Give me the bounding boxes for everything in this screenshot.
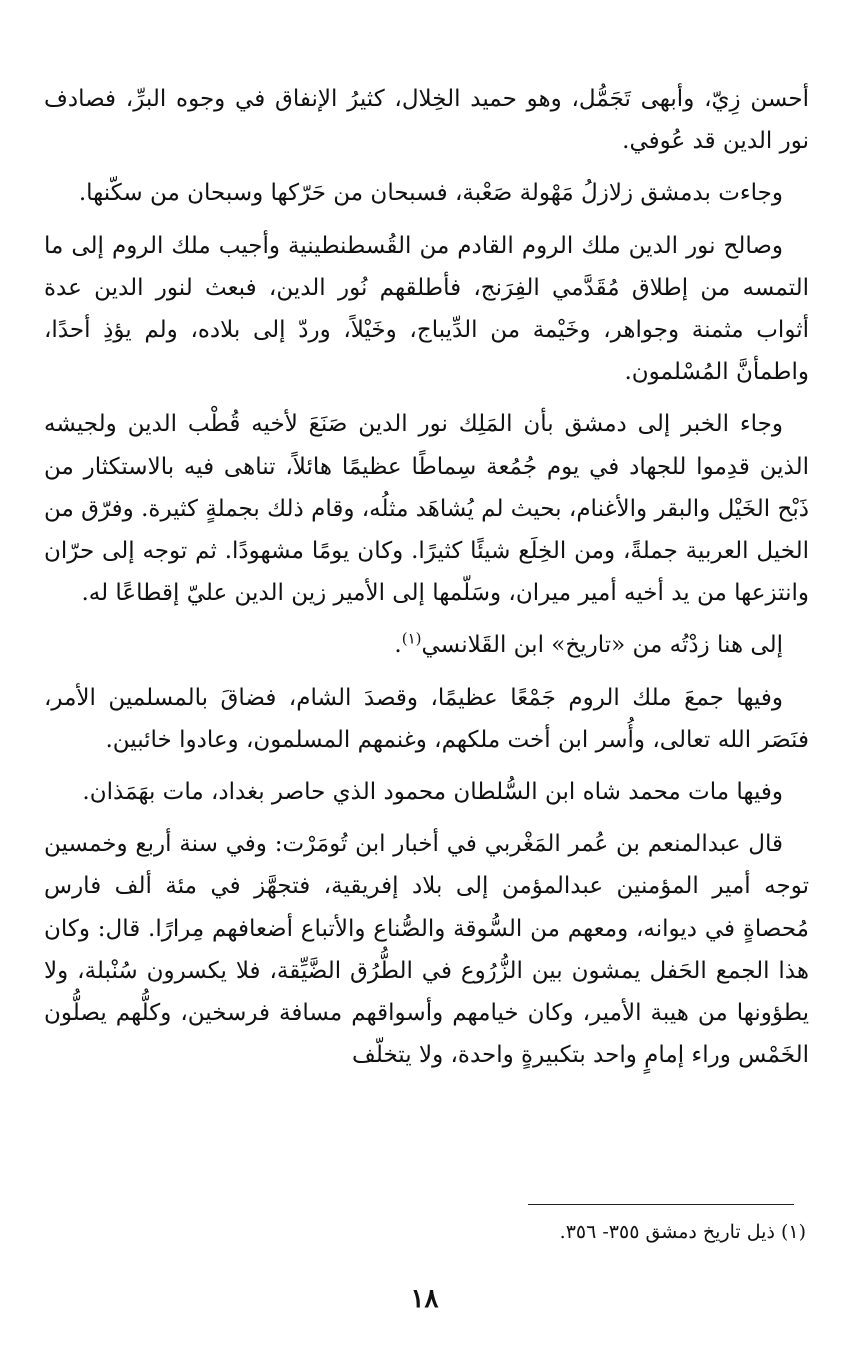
footnote: (١) ذيل تاريخ دمشق ٣٥٥- ٣٥٦.	[559, 1221, 806, 1243]
footnote-divider	[528, 1204, 794, 1205]
paragraph-5-tail: .	[394, 632, 402, 659]
main-text-block	[44, 78, 809, 1076]
paragraph-8: قال عبدالمنعم بن عُمر المَغْربي في أخبار ابن تُومَرْت: وفي سنة أربع وخمسين توجه أمير المؤمنين عبدالمؤمن إلى بلاد إفريقية، فتجهَّز في مئة ألف فارس مُحصاةٍ في ديوانه، ومعهم من السُّوقة والصُّناع والأتباع أضعافهم مِرارًا. قال: وكان هذا الجمع الحَفل يمشون بين الزُّرُوع في الطُّرُق الضَّيِّقة، فلا يكسرون سُنْبلة، ولا يطؤونها من هيبة الأمير، وكان خيامهم وأسواقهم مسافة فرسخين، وكلُّهم يصلُّون الخَمْس وراء إمامٍ واحد بتكبيرةٍ واحدة، ولا يتخلّف	[44, 831, 809, 1069]
paragraph-7: وفيها مات محمد شاه ابن السُّلطان محمود الذي حاصر بغداد، مات بهَمَذان.	[82, 779, 783, 806]
paragraph-4: وجاء الخبر إلى دمشق بأن المَلِك نور الدين صَنَعَ لأخيه قُطْب الدين ولجيشه الذين قدِموا للجهاد في يوم جُمُعة سِماطًا عظيمًا هائلاً، تناهى فيه بالاستكثار من ذَبْح الخَيْل والبقر والأغنام، بحيث لم يُشاهَد مثلُه، وقام ذلك بجملةٍ كثيرة. وفرّق من الخيل العربية جملةً، ومن الخِلَع شيئًا كثيرًا. وكان يومًا مشهودًا. ثم توجه إلى حرّان وانتزعها من يد أخيه أمير ميران، وسَلّمها إلى الأمير زين الدين عليّ إقطاعًا له.	[44, 411, 809, 607]
page-number: ١٨	[410, 1284, 439, 1314]
footnote-marker: (١)	[401, 629, 422, 648]
paragraph-2: وجاءت بدمشق زلازلُ مَهْولة صَعْبة، فسبحان من حَرّكها وسبحان من سكّنها.	[78, 180, 783, 207]
paragraph-3: وصالح نور الدين ملك الروم القادم من القُسطنطينية وأجيب ملك الروم إلى ما التمسه من إطلاق مُقَدَّمي الفِرَنج، فأطلقهم نُور الدين، فبعث لنور الدين عدة أثواب مثمنة وجواهر، وخَيْمة من الدِّيباج، وخَيْلاً، وردّ إلى بلاده، ولم يؤذِ أحدًا، واطمأنَّ المُسْلمون.	[44, 232, 809, 386]
paragraph-6: وفيها جمعَ ملك الروم جَمْعًا عظيمًا، وقصدَ الشام، فضاقَ بالمسلمين الأمر، فنَصَر الله تعالى، وأُسر ابن أخت ملكهم، وغنمهم المسلمون، وعادوا خائبين.	[44, 684, 809, 753]
paragraph-5	[44, 624, 809, 666]
paragraph-5-text: إلى هنا زدْتُه من «تاريخ» ابن القَلانسي	[421, 632, 783, 659]
paragraph-1: أحسن زِيّ، وأبهى تَجَمُّل، وهو حميد الخِلال، كثيرُ الإنفاق في وجوه البرِّ، فصادف نور الدين قد عُوفي.	[44, 86, 809, 155]
